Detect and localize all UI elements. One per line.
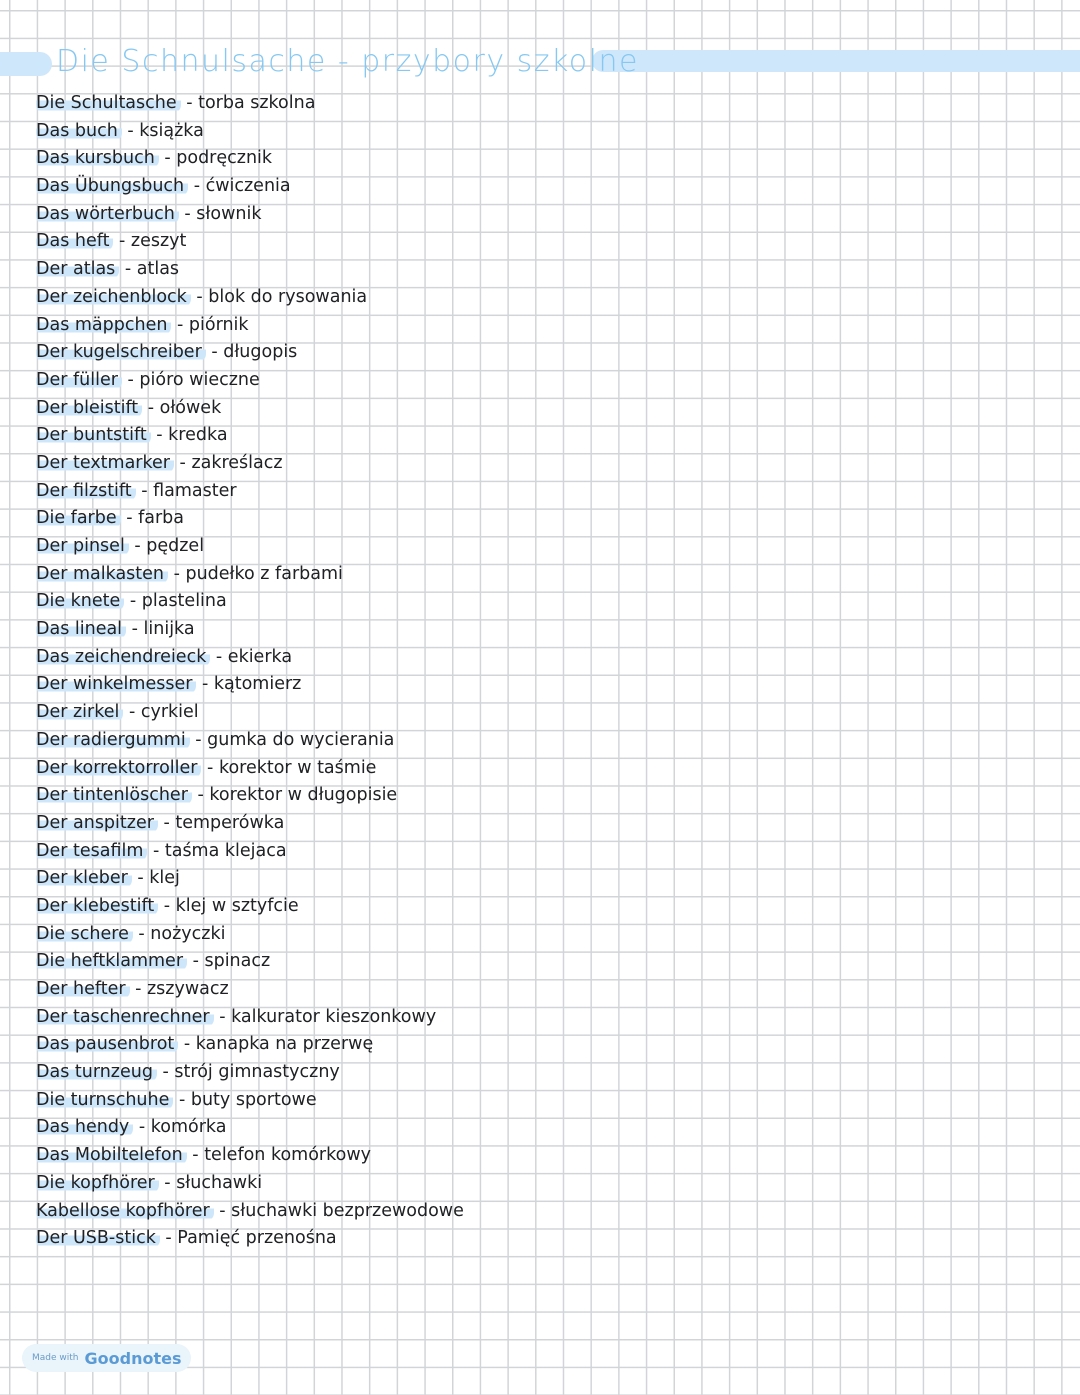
- vocab-entry: [36, 755, 464, 783]
- german-term: Das kursbuch: [36, 148, 159, 168]
- term-separator: -: [121, 120, 140, 141]
- german-term: Das zeichendreieck: [36, 647, 210, 667]
- vocab-entry: [36, 450, 464, 478]
- german-term: Der zirkel: [36, 702, 123, 722]
- polish-translation: słuchawki bezprzewodowe: [231, 1200, 464, 1221]
- polish-translation: kredka: [168, 425, 228, 446]
- vocab-entry: [36, 284, 464, 312]
- polish-translation: kalkurator kieszonkowy: [231, 1006, 437, 1027]
- term-separator: -: [213, 1006, 232, 1027]
- term-separator: -: [157, 812, 176, 833]
- vocab-entry: [36, 782, 464, 810]
- german-term: Der korrektorroller: [36, 758, 201, 778]
- polish-translation: zeszyt: [130, 231, 187, 252]
- german-term: Der kugelschreiber: [36, 342, 206, 362]
- vocab-entry: [36, 422, 464, 450]
- polish-translation: flamaster: [153, 480, 237, 501]
- term-separator: -: [173, 452, 192, 473]
- vocab-entry: [36, 395, 464, 423]
- vocab-entry: [36, 671, 464, 699]
- vocab-entry: [36, 948, 464, 976]
- polish-translation: klej w sztyfcie: [175, 895, 299, 916]
- german-term: Das heft: [36, 231, 113, 251]
- polish-translation: korektor w taśmie: [218, 757, 377, 778]
- term-separator: -: [186, 1145, 205, 1166]
- polish-translation: podręcznik: [176, 148, 273, 169]
- german-term: Die schere: [36, 924, 133, 944]
- vocab-entry: [36, 865, 464, 893]
- polish-translation: linijka: [143, 619, 195, 640]
- term-separator: -: [168, 563, 186, 584]
- german-term: Das Übungsbuch: [36, 176, 188, 196]
- term-separator: -: [201, 757, 219, 778]
- term-separator: -: [142, 397, 160, 418]
- polish-translation: klej: [149, 868, 180, 889]
- german-term: Der hefter: [36, 979, 130, 999]
- german-term: Die knete: [36, 591, 124, 611]
- polish-translation: farba: [138, 508, 184, 529]
- term-separator: -: [205, 342, 224, 363]
- german-term: Der malkasten: [36, 564, 168, 584]
- german-term: Der USB-stick: [36, 1228, 160, 1248]
- german-term: Das mäppchen: [36, 315, 171, 335]
- german-term: Der radiergummi: [36, 730, 190, 750]
- german-term: Der tintenlöscher: [36, 785, 192, 805]
- german-term: Die kopfhörer: [36, 1173, 159, 1193]
- polish-translation: zszywacz: [147, 979, 229, 999]
- polish-translation: pudełko z farbami: [185, 563, 343, 584]
- vocab-entry: [36, 561, 464, 589]
- polish-translation: słownik: [196, 203, 262, 224]
- vocab-entry: [36, 921, 464, 949]
- polish-translation: długopis: [223, 342, 298, 363]
- polish-translation: pióro wieczne: [139, 369, 260, 390]
- polish-translation: plastelina: [141, 591, 227, 612]
- polish-translation: komórka: [150, 1117, 227, 1138]
- polish-translation: telefon komórkowy: [204, 1145, 372, 1166]
- polish-translation: gumka do wycierania: [207, 729, 395, 750]
- term-separator: -: [190, 286, 209, 307]
- german-term: Das hendy: [36, 1117, 133, 1137]
- title-highlight-right: [592, 50, 1080, 72]
- german-term: Die heftklammer: [36, 951, 187, 971]
- term-separator: -: [123, 702, 141, 723]
- vocab-entry: [36, 145, 464, 173]
- german-term: Der klebestift: [36, 896, 158, 916]
- polish-translation: taśma klejaca: [164, 840, 287, 861]
- german-term: Der winkelmesser: [36, 674, 196, 694]
- page-title: Die Schnulsache - przybory szkolne: [56, 44, 639, 79]
- german-term: Das lineal: [36, 619, 126, 639]
- vocabulary-list: [36, 90, 464, 1253]
- polish-translation: blok do rysowania: [208, 286, 368, 307]
- vocab-entry: [36, 1031, 464, 1059]
- term-separator: -: [158, 148, 177, 169]
- vocab-entry: [36, 644, 464, 672]
- term-separator: -: [189, 729, 208, 750]
- title-highlight-left: [0, 52, 52, 76]
- polish-translation: słuchawki: [176, 1172, 263, 1193]
- vocab-entry: [36, 810, 464, 838]
- goodnotes-watermark: [22, 1344, 191, 1372]
- polish-translation: książka: [139, 120, 204, 141]
- german-term: Der füller: [36, 370, 122, 390]
- vocab-entry: [36, 339, 464, 367]
- watermark-made-with: Made with: [32, 1353, 79, 1363]
- term-separator: -: [128, 536, 147, 556]
- german-term: Der atlas: [36, 259, 119, 279]
- vocab-entry: [36, 478, 464, 506]
- term-separator: -: [187, 951, 205, 972]
- german-term: Die turnschuhe: [36, 1090, 173, 1110]
- term-separator: -: [150, 425, 169, 446]
- term-separator: -: [113, 231, 131, 252]
- polish-translation: buty sportowe: [190, 1089, 317, 1110]
- german-term: Der anspitzer: [36, 813, 158, 833]
- vocab-entry: [36, 367, 464, 395]
- polish-translation: pędzel: [146, 536, 205, 556]
- vocab-entry: [36, 727, 464, 755]
- polish-translation: strój gimnastyczny: [174, 1062, 340, 1083]
- vocab-entry: [36, 505, 464, 533]
- vocab-entry: [36, 90, 464, 118]
- vocab-entry: [36, 838, 464, 866]
- german-term: Das pausenbrot: [36, 1034, 178, 1054]
- vocab-entry: [36, 312, 464, 340]
- german-term: Der taschenrechner: [36, 1007, 214, 1027]
- term-separator: -: [180, 93, 199, 113]
- polish-translation: korektor w długopisie: [209, 785, 398, 806]
- german-term: Das Mobiltelefon: [36, 1145, 187, 1165]
- polish-translation: piórnik: [188, 314, 249, 335]
- polish-translation: temperówka: [175, 812, 285, 833]
- vocab-entry: [36, 201, 464, 229]
- german-term: Der pinsel: [36, 536, 129, 556]
- term-separator: -: [178, 203, 197, 224]
- german-term: Der filzstift: [36, 481, 136, 501]
- vocab-entry: [36, 616, 464, 644]
- vocab-entry: [36, 1198, 464, 1226]
- vocab-entry: [36, 118, 464, 146]
- german-term: Der bleistift: [36, 398, 142, 418]
- term-separator: -: [196, 674, 214, 695]
- term-separator: -: [158, 895, 176, 916]
- vocab-entry: [36, 1225, 464, 1253]
- vocab-entry: [36, 1142, 464, 1170]
- term-separator: -: [119, 259, 137, 280]
- watermark-brand: Goodnotes: [84, 1348, 182, 1368]
- vocab-entry: [36, 699, 464, 727]
- vocab-entry: [36, 173, 464, 201]
- polish-translation: atlas: [136, 259, 180, 280]
- polish-translation: ekierka: [227, 646, 293, 667]
- term-separator: -: [191, 785, 210, 806]
- polish-translation: kątomierz: [213, 674, 302, 695]
- term-separator: -: [124, 591, 142, 612]
- vocab-entry: [36, 1087, 464, 1115]
- term-separator: -: [156, 1062, 175, 1083]
- term-separator: -: [173, 1089, 191, 1110]
- german-term: Der tesafilm: [36, 841, 147, 861]
- polish-translation: zakreślacz: [191, 452, 283, 473]
- term-separator: -: [210, 646, 228, 667]
- polish-translation: ołówek: [159, 397, 222, 418]
- german-term: Der buntstift: [36, 425, 151, 445]
- german-term: Der kleber: [36, 868, 132, 888]
- term-separator: -: [132, 923, 151, 944]
- term-separator: -: [131, 868, 150, 889]
- polish-translation: torba szkolna: [198, 93, 316, 113]
- polish-translation: nożyczki: [150, 923, 226, 944]
- german-term: Kabellose kopfhörer: [36, 1201, 214, 1221]
- term-separator: -: [188, 176, 206, 197]
- term-separator: -: [158, 1172, 177, 1193]
- german-term: Das buch: [36, 121, 122, 141]
- vocab-entry: [36, 976, 464, 1004]
- term-separator: -: [171, 314, 189, 335]
- polish-translation: cyrkiel: [140, 702, 199, 723]
- term-separator: -: [135, 480, 154, 501]
- vocab-entry: [36, 1114, 464, 1142]
- vocab-entry: [36, 1004, 464, 1032]
- polish-translation: Pamięć przenośna: [177, 1228, 337, 1249]
- term-separator: -: [147, 840, 165, 861]
- german-term: Das turnzeug: [36, 1062, 157, 1082]
- term-separator: -: [178, 1034, 196, 1055]
- term-separator: -: [126, 619, 144, 640]
- term-separator: -: [129, 979, 147, 999]
- vocab-entry: [36, 1170, 464, 1198]
- vocab-entry: [36, 588, 464, 616]
- term-separator: -: [159, 1228, 178, 1249]
- german-term: Die farbe: [36, 508, 121, 528]
- polish-translation: kanapka na przerwę: [195, 1034, 374, 1055]
- polish-translation: ćwiczenia: [205, 176, 291, 197]
- vocab-entry: [36, 533, 464, 561]
- german-term: Das wörterbuch: [36, 204, 179, 224]
- term-separator: -: [121, 369, 140, 390]
- vocab-entry: [36, 1059, 464, 1087]
- german-term: Der textmarker: [36, 453, 174, 473]
- term-separator: -: [213, 1200, 232, 1221]
- vocab-entry: [36, 893, 464, 921]
- polish-translation: spinacz: [204, 951, 271, 972]
- term-separator: -: [133, 1117, 151, 1138]
- german-term: Die Schultasche: [36, 93, 181, 113]
- term-separator: -: [120, 508, 139, 529]
- vocab-entry: [36, 228, 464, 256]
- vocab-entry: [36, 256, 464, 284]
- german-term: Der zeichenblock: [36, 287, 191, 307]
